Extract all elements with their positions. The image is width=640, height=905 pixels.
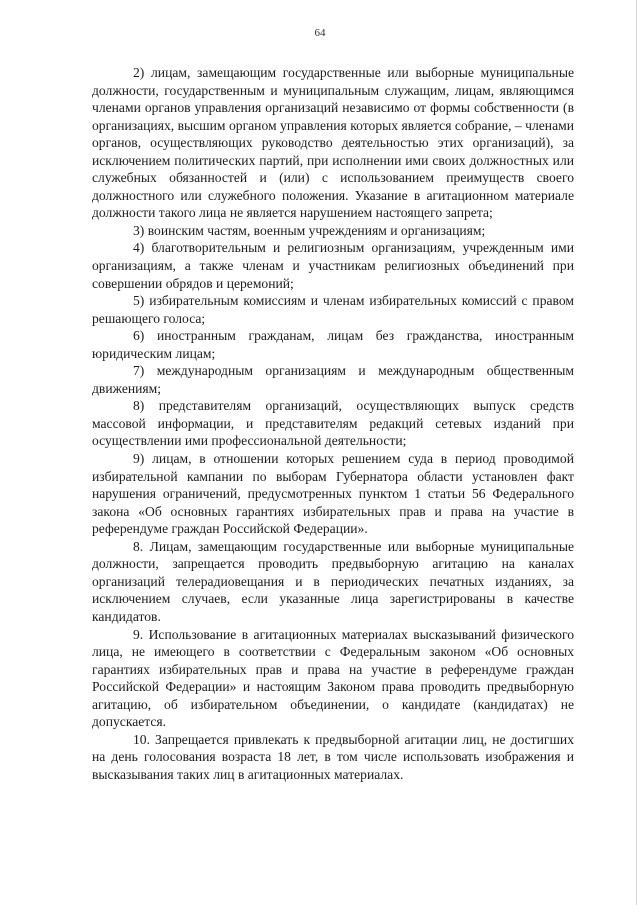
paragraph-item-4: 4) благотворительным и религиозным организациям, учрежденным ими организациям, а также членам и участникам религиозных объединений при совершении обрядов и церемоний; xyxy=(92,240,574,291)
paragraph-item-7: 7) международным организациям и международным общественным движениям; xyxy=(92,363,574,396)
paragraph-item-8: 8) представителям организаций, осуществляющих выпуск средств массовой информации, и представителям редакций сетевых изданий при осуществлении ими профессиональной деятельности; xyxy=(92,398,574,449)
scan-edge-line xyxy=(636,0,637,905)
paragraph-item-5: 5) избирательным комиссиям и членам избирательных комиссий с правом решающего голоса; xyxy=(92,293,574,326)
paragraph-item-6: 6) иностранным гражданам, лицам без гражданства, иностранным юридическим лицам; xyxy=(92,328,574,361)
document-body xyxy=(92,64,574,783)
paragraph-item-9: 9) лицам, в отношении которых решением суда в период проводимой избирательной кампании по выборам Губернатора области установлен факт нарушения ограничений, предусмотренных пунктом 1 статьи 56 Федерального закона «Об основных гарантиях избирательных прав и права на участие в референдуме граждан Российской Федерации». xyxy=(92,451,574,537)
paragraph-clause-9: 9. Использование в агитационных материалах высказываний физического лица, не имеющего в соответствии с Федеральным законом «Об основных гарантиях избирательных прав и права на участие в референдуме граждан Российской Федерации» и настоящим Законом права проводить предвыборную агитацию, об избирательном объединении, о кандидате (кандидатах) не допускается. xyxy=(92,626,574,730)
paragraph-item-2: 2) лицам, замещающим государственные или выборные муниципальные должности, государственным и муниципальным служащим, лицам, являющимся членами органов управления организаций независимо от формы собственности (в организациях, высшим органом управления которых является собрание, – членами органов, осуществляющих руководство деятельностью этих организаций), за исключением политических партий, при исполнении ими своих должностных или служебных обязанностей и (или) с использованием преимуществ своего должностного или служебного положения. Указание в агитационном материале должности такого лица не является нарушением настоящего запрета; xyxy=(92,65,574,221)
paragraph-clause-10: 10. Запрещается привлекать к предвыборной агитации лиц, не достигших на день голосования возраста 18 лет, в том числе использовать изображения и высказывания таких лиц в агитационных материалах. xyxy=(92,731,574,782)
page-number: 64 xyxy=(314,27,326,39)
paragraph-item-3: 3) воинским частям, военным учреждениям и организациям; xyxy=(133,222,486,238)
paragraph-clause-8: 8. Лицам, замещающим государственные или выборные муниципальные должности, запрещается проводить предвыборную агитацию на каналах организаций телерадиовещания и в периодических печатных изданиях, за исключением случаев, если указанные лица зарегистрированы в качестве кандидатов. xyxy=(92,538,574,624)
